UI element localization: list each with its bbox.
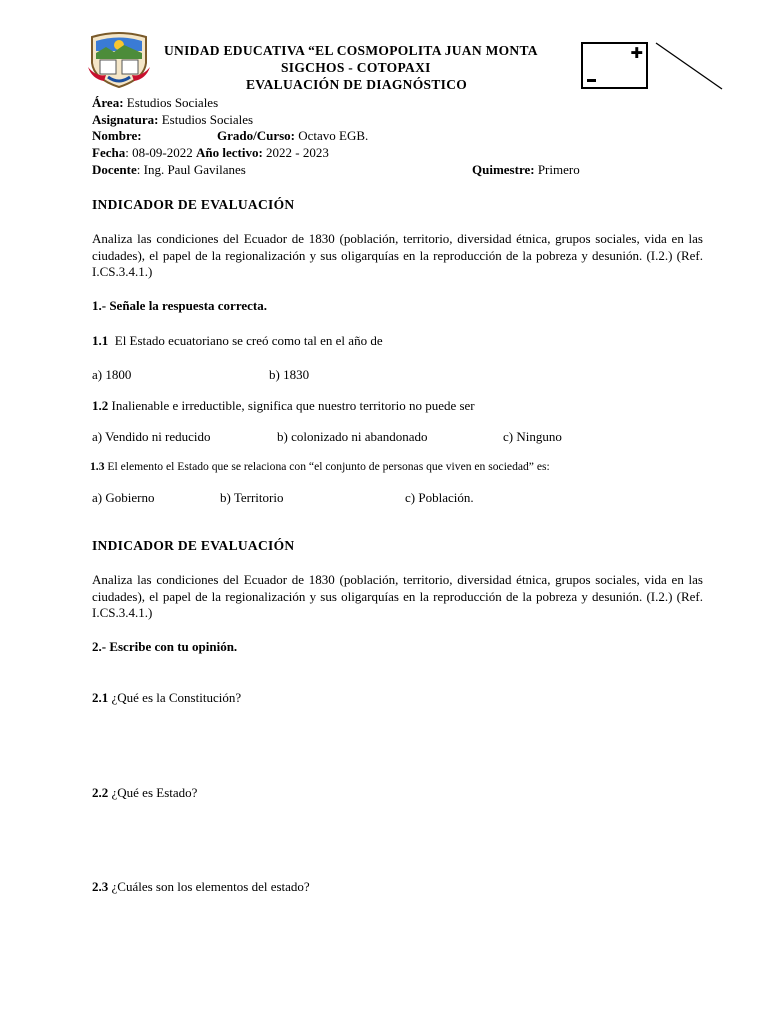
asignatura-value: Estudios Sociales: [161, 112, 254, 127]
anio-label: Año lectivo:: [196, 145, 263, 160]
quimestre-value: Primero: [537, 162, 580, 177]
grado-value: Octavo EGB.: [298, 128, 369, 143]
area-row: [92, 95, 218, 111]
question-text: El Estado ecuatoriano se creó como tal en el año de: [114, 333, 383, 348]
question-2-2: [92, 785, 197, 801]
area-value: Estudios Sociales: [126, 95, 219, 110]
question-text: Inalienable e irreductible, significa que nuestro territorio no puede ser: [111, 398, 475, 413]
quimestre-row: [472, 162, 580, 178]
question-number: 2.1: [92, 690, 109, 705]
plus-icon: ✚: [630, 44, 643, 62]
grado-label: Grado/Curso:: [217, 128, 295, 143]
question-text: ¿Qué es la Constitución?: [111, 690, 242, 705]
area-label: Área:: [92, 95, 124, 110]
question-text: ¿Cuáles son los elementos del estado?: [111, 879, 310, 894]
institution-location: SIGCHOS - COTOPAXI: [281, 60, 431, 75]
question-1-3: [90, 460, 550, 473]
question-number: 1.3: [90, 460, 105, 473]
question-1-1: [92, 333, 383, 349]
institution-name: UNIDAD EDUCATIVA “EL COSMOPOLITA JUAN MONTA: [164, 43, 538, 58]
section1-indicator-text: Analiza las condiciones del Ecuador de 1830 (población, territorio, diversidad étnica, grupos sociales, vida en las ciudades), el papel de la regionalización y sus oligarquías en la reproducción de la pobreza y desunión. (I.2.) (Ref. I.CS.3.4.1.): [92, 231, 703, 279]
q1-1-option-b: b) 1830: [269, 367, 310, 382]
section1-indicator-title: INDICADOR DE EVALUACIÓN: [92, 197, 295, 212]
q1-3-option-c: c) Población.: [405, 490, 474, 505]
quimestre-label: Quimestre:: [472, 162, 535, 177]
section2-instruction: 2.- Escribe con tu opinión.: [92, 639, 238, 654]
q1-3-option-b: b) Territorio: [220, 490, 284, 505]
nombre-label: Nombre:: [92, 128, 142, 143]
fecha-row: [92, 145, 329, 161]
fecha-value: : 08-09-2022: [125, 145, 193, 160]
asignatura-row: [92, 112, 253, 128]
grado-row: [217, 128, 368, 144]
asignatura-label: Asignatura:: [92, 112, 159, 127]
exam-title: EVALUACIÓN DE DIAGNÓSTICO: [246, 77, 468, 92]
question-number: 2.3: [92, 879, 109, 894]
anio-value: 2022 - 2023: [266, 145, 329, 160]
section2-indicator-title: INDICADOR DE EVALUACIÓN: [92, 538, 295, 553]
question-2-1: [92, 690, 241, 706]
q1-3-option-a: a) Gobierno: [92, 490, 155, 505]
question-number: 2.2: [92, 785, 109, 800]
q1-2-option-b: b) colonizado ni abandonado: [277, 429, 428, 444]
docente-row: [92, 162, 246, 178]
section1-instruction: 1.- Señale la respuesta correcta.: [92, 298, 267, 313]
docente-label: Docente: [92, 162, 137, 177]
q1-1-option-a: a) 1800: [92, 367, 132, 382]
q1-2-option-c: c) Ninguno: [503, 429, 562, 444]
question-number: 1.2: [92, 398, 109, 413]
question-2-3: [92, 879, 310, 895]
question-number: 1.1: [92, 333, 109, 348]
section2-indicator-text: Analiza las condiciones del Ecuador de 1830 (población, territorio, diversidad étnica, grupos sociales, vida en las ciudades), el papel de la regionalización y sus oligarquías en la reproducción de la pobreza y desunión. (I.2.) (Ref. I.CS.3.4.1.): [92, 572, 703, 620]
q1-2-option-a: a) Vendido ni reducido: [92, 429, 211, 444]
docente-value: : Ing. Paul Gavilanes: [136, 162, 246, 177]
question-text: El elemento el Estado que se relaciona con “el conjunto de personas que viven en sociedad” es:: [107, 460, 550, 473]
question-1-2: [92, 398, 475, 414]
fecha-label: Fecha: [92, 145, 126, 160]
question-text: ¿Qué es Estado?: [111, 785, 198, 800]
